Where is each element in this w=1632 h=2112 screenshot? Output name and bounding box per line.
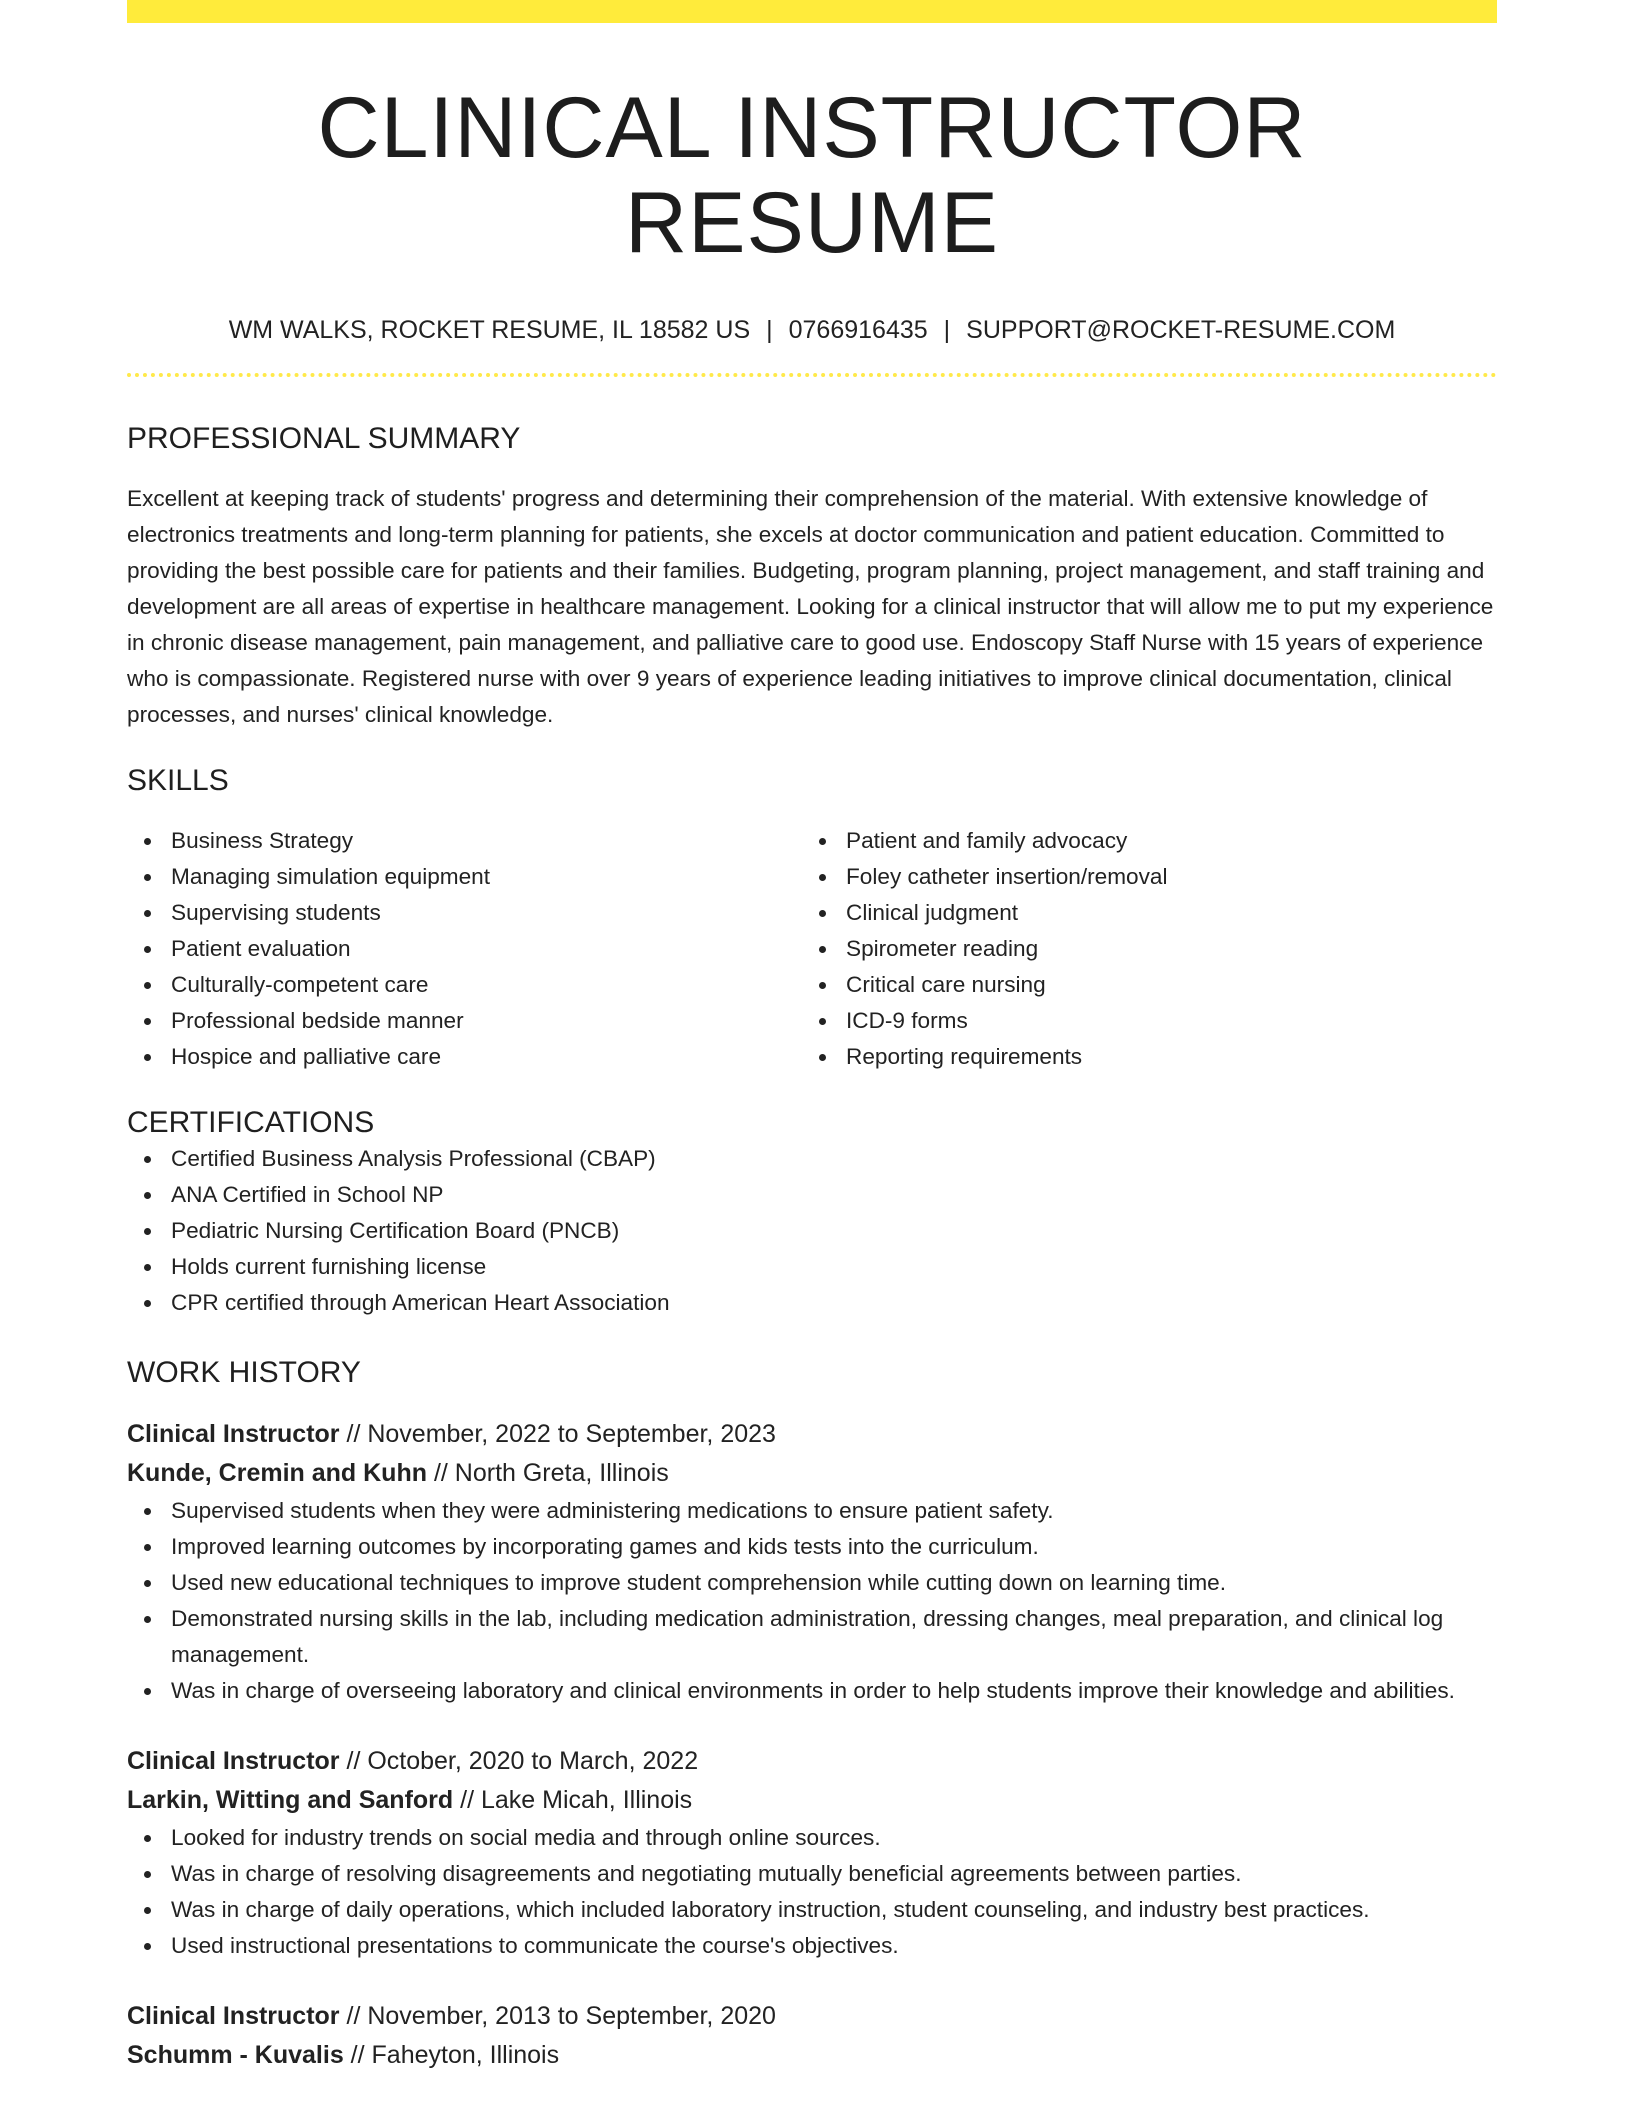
job-entry <box>127 1415 1497 1709</box>
certification-item: Holds current furnishing license <box>171 1249 1497 1285</box>
contact-line <box>127 314 1497 347</box>
certification-item: Certified Business Analysis Professional (CBAP) <box>171 1141 1497 1177</box>
job-duty-item: Was in charge of overseeing laboratory and clinical environments in order to help students improve their knowledge and abilities. <box>171 1673 1497 1709</box>
job-duty-item: Supervised students when they were administering medications to ensure patient safety. <box>171 1493 1497 1529</box>
skill-item: Managing simulation equipment <box>171 859 802 895</box>
skill-item: Patient and family advocacy <box>846 823 1477 859</box>
job-title-line <box>127 1997 1497 2036</box>
job-company-line <box>127 1454 1497 1493</box>
job-title: Clinical Instructor <box>127 1746 340 1775</box>
skills-column-left <box>127 823 802 1075</box>
job-company: Kunde, Cremin and Kuhn <box>127 1458 427 1487</box>
job-location: // Lake Micah, Illinois <box>453 1785 693 1814</box>
job-dates: // November, 2022 to September, 2023 <box>339 1419 776 1448</box>
skills-column-right <box>802 823 1477 1075</box>
job-company: Schumm - Kuvalis <box>127 2040 344 2069</box>
job-dates: // October, 2020 to March, 2022 <box>339 1746 699 1775</box>
job-title: Clinical Instructor <box>127 1419 340 1448</box>
skill-item: Supervising students <box>171 895 802 931</box>
job-company-line <box>127 2036 1497 2075</box>
skill-item: Clinical judgment <box>846 895 1477 931</box>
job-duty-item: Looked for industry trends on social media and through online sources. <box>171 1820 1497 1856</box>
skill-item: Culturally-competent care <box>171 967 802 1003</box>
skills-list-right <box>802 823 1477 1075</box>
job-duty-item: Improved learning outcomes by incorporating games and kids tests into the curriculum. <box>171 1529 1497 1565</box>
contact-phone: 0766916435 <box>788 316 928 345</box>
certifications-list <box>127 1141 1497 1321</box>
skill-item: Patient evaluation <box>171 931 802 967</box>
job-duties-list <box>127 1493 1497 1709</box>
skill-item: Reporting requirements <box>846 1039 1477 1075</box>
contact-address: WM WALKS, ROCKET RESUME, IL 18582 US <box>228 316 751 345</box>
skill-item: Business Strategy <box>171 823 802 859</box>
job-duty-item: Demonstrated nursing skills in the lab, including medication administration, dressing changes, meal preparation, and clinical log management. <box>171 1601 1497 1673</box>
skill-item: Spirometer reading <box>846 931 1477 967</box>
job-duties-list <box>127 1820 1497 1964</box>
job-duty-item: Was in charge of resolving disagreements and negotiating mutually beneficial agreements between parties. <box>171 1856 1497 1892</box>
section-heading-work-history: WORK HISTORY <box>127 1355 361 1389</box>
contact-email: SUPPORT@ROCKET-RESUME.COM <box>966 316 1396 345</box>
job-company-line <box>127 1781 1497 1820</box>
job-title-line <box>127 1415 1497 1454</box>
contact-separator: | <box>766 316 773 345</box>
job-title: Clinical Instructor <box>127 2001 340 2030</box>
job-duty-item: Used instructional presentations to communicate the course's objectives. <box>171 1928 1497 1964</box>
accent-top-bar <box>127 0 1497 23</box>
skill-item: Foley catheter insertion/removal <box>846 859 1477 895</box>
job-location: // North Greta, Illinois <box>427 1458 669 1487</box>
section-heading-certifications: CERTIFICATIONS <box>127 1105 375 1139</box>
skills-list-left <box>127 823 802 1075</box>
certification-item: Pediatric Nursing Certification Board (PNCB) <box>171 1213 1497 1249</box>
certification-item: CPR certified through American Heart Association <box>171 1285 1497 1321</box>
resume-page <box>127 0 1497 2075</box>
job-title-line <box>127 1742 1497 1781</box>
certifications-section <box>127 1105 1497 1321</box>
skill-item: Hospice and palliative care <box>171 1039 802 1075</box>
contact-separator: | <box>943 316 951 345</box>
skill-item: ICD-9 forms <box>846 1003 1477 1039</box>
job-entry <box>127 1742 1497 1964</box>
professional-summary-section <box>127 421 1497 733</box>
job-location: // Faheyton, Illinois <box>343 2040 560 2069</box>
section-heading-summary: PROFESSIONAL SUMMARY <box>127 421 521 455</box>
header-divider <box>127 373 1497 377</box>
job-duty-item: Was in charge of daily operations, which included laboratory instruction, student counseling, and industry best practices. <box>171 1892 1497 1928</box>
resume-title: CLINICAL INSTRUCTOR RESUME <box>317 80 1307 271</box>
skill-item: Professional bedside manner <box>171 1003 802 1039</box>
skills-grid <box>127 823 1497 1075</box>
job-company: Larkin, Witting and Sanford <box>127 1785 454 1814</box>
skill-item: Critical care nursing <box>846 967 1477 1003</box>
work-history-section <box>127 1355 1497 2075</box>
section-heading-skills: SKILLS <box>127 763 229 797</box>
summary-paragraph: Excellent at keeping track of students' progress and determining their comprehension of the material. With extensive knowledge of electronics treatments and long-term planning for patients, she excels at doctor communication and patient education. Committed to providing the best possible care for patients and their families. Budgeting, program planning, project management, and staff training and development are all areas of expertise in healthcare management. Looking for a clinical instructor that will allow me to put my experience in chronic disease management, pain management, and palliative care to good use. Endoscopy Staff Nurse with 15 years of experience who is compassionate. Registered nurse with over 9 years of experience leading initiatives to improve clinical documentation, clinical processes, and nurses' clinical knowledge. <box>127 485 1494 727</box>
certification-item: ANA Certified in School NP <box>171 1177 1497 1213</box>
job-duty-item: Used new educational techniques to improve student comprehension while cutting down on learning time. <box>171 1565 1497 1601</box>
job-dates: // November, 2013 to September, 2020 <box>339 2001 776 2030</box>
skills-section <box>127 763 1497 1075</box>
job-entry <box>127 1997 1497 2075</box>
